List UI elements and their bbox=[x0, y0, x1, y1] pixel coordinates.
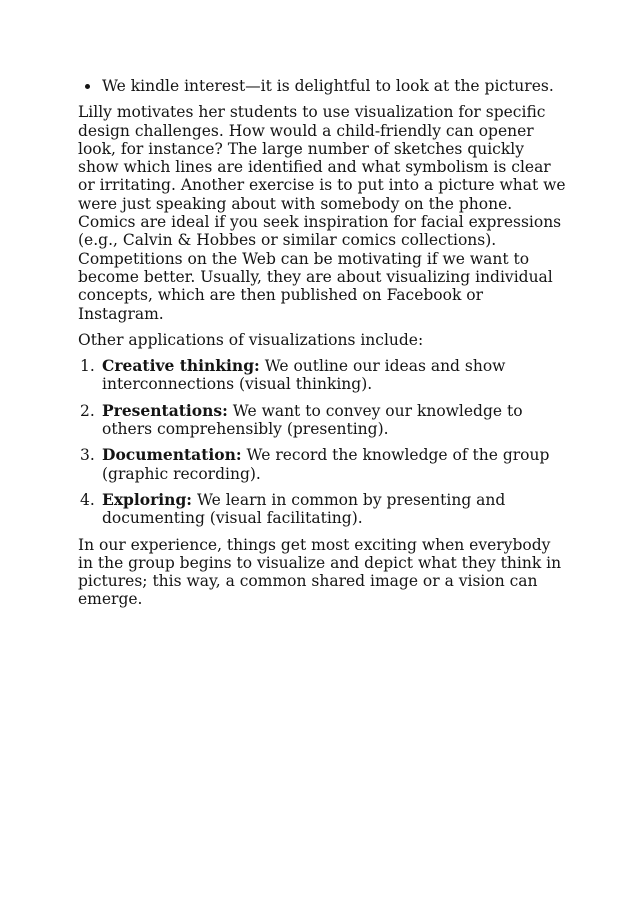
list-item-text: We outline our ideas and show interconnections (visual thinking). bbox=[102, 357, 506, 394]
bullet-dot-icon bbox=[85, 84, 90, 89]
applications-list bbox=[78, 357, 568, 527]
list-item-text: We want to convey our knowledge to others comprehensibly (presenting). bbox=[102, 401, 523, 439]
list-item-term: Exploring: bbox=[102, 489, 193, 509]
bullet-item bbox=[78, 77, 568, 95]
list-item-number: 1. bbox=[80, 357, 95, 376]
paragraph-visualization-challenges: Lilly motivates her students to use visualization for specific design challenges. How would a child-friendly can opener look, for instance? The large number of sketches quickly show which lines are identified and what symbolism is clear or irritating. Another exercise is to put into a picture what we were just speaking about with somebody on the phone. Comics are ideal if you seek inspiration for facial expressions (e.g., Calvin & Hobbes or similar comics collections). Competitions on the Web can be motivating if we want to become better. Usually, they are about visualizing individual concepts, which are then published on Facebook or Instagram. bbox=[78, 103, 566, 323]
document-page bbox=[78, 74, 568, 609]
list-item-number: 3. bbox=[80, 446, 95, 465]
list-item-term: Creative thinking: bbox=[102, 356, 260, 376]
list-item-number: 4. bbox=[80, 490, 95, 509]
list-item-text: We record the knowledge of the group (graphic recording). bbox=[102, 446, 550, 483]
list-item-term: Presentations: bbox=[102, 400, 228, 420]
bullet-list bbox=[78, 77, 568, 95]
list-item-number: 2. bbox=[80, 401, 95, 420]
list-item-term: Documentation: bbox=[102, 445, 242, 465]
paragraph-conclusion: In our experience, things get most exciting when everybody in the group begins to visualize and depict what they think in pictures; this way, a common shared image or a vision can emerge. bbox=[78, 535, 562, 609]
list-item bbox=[78, 357, 568, 394]
paragraph-applications-intro: Other applications of visualizations include: bbox=[78, 330, 424, 349]
bullet-item-text: We kindle interest—it is delightful to look at the pictures. bbox=[102, 77, 554, 95]
list-item bbox=[78, 491, 568, 528]
list-item bbox=[78, 402, 568, 439]
list-item bbox=[78, 446, 568, 483]
list-item-text: We learn in common by presenting and documenting (visual facilitating). bbox=[102, 490, 506, 528]
